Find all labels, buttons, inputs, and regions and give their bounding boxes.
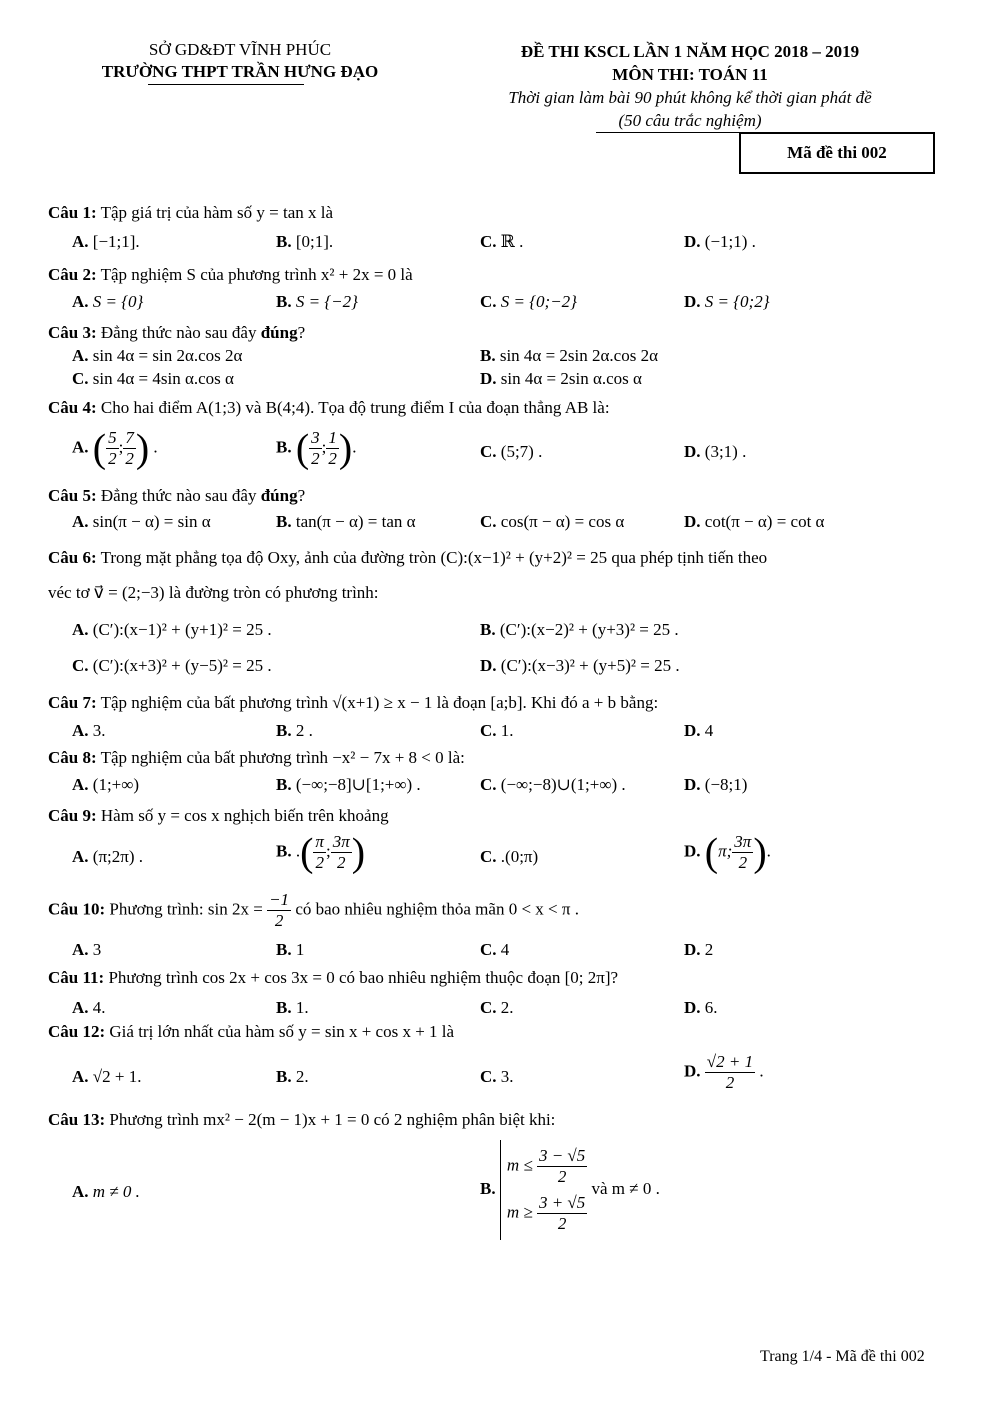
question-10: Câu 10: Phương trình: sin 2x = $\frac{-1}{2}$ có bao nhiêu nghiệm thỏa mãn 0 < x < π . <box>48 890 579 930</box>
q9-option-c: C. .(0;π) <box>480 847 539 866</box>
q7-option-c: C. 1. <box>480 721 514 740</box>
q3-option-c: C. sin 4α = 4sin α.cos α <box>72 369 234 388</box>
exam-title: ĐỀ THI KSCL LẦN 1 NĂM HỌC 2018 – 2019 <box>520 42 860 61</box>
q4-option-b: B. ( $\frac{3}{2}$ ; $\frac{1}{2}$ ). <box>276 425 357 471</box>
q5-option-b: B. tan(π − α) = tan α <box>276 512 416 531</box>
exam-code: Mã đề thi 002 <box>787 143 887 162</box>
q5-option-d: D. cot(π − α) = cot α <box>684 512 825 531</box>
q4-option-c: C. (5;7) . <box>480 442 543 461</box>
q9-option-d: D. (π; $\frac{3\pi}{2}$ ). <box>684 829 771 875</box>
q6-option-d: D. (C′):(x−3)² + (y+5)² = 25 . <box>480 656 680 675</box>
question-text: Tập giá trị của hàm số y = tan x là <box>100 203 334 222</box>
q12-option-c: C. 3. <box>480 1067 514 1086</box>
page-footer: Trang 1/4 - Mã đề thi 002 <box>760 1348 925 1365</box>
q8-option-b: B. (−∞;−8]∪[1;+∞) . <box>276 775 421 794</box>
q10-option-c: C. 4 <box>480 940 510 959</box>
q2-option-d: D. S = {0;2} <box>684 292 770 311</box>
q11-option-a: A. 4. <box>72 998 106 1017</box>
q12-option-d: D. $\frac{√2 + 1}{2}$ . <box>684 1052 764 1092</box>
q2-option-b: B. S = {−2} <box>276 292 358 311</box>
q11-option-b: B. 1. <box>276 998 309 1017</box>
q8-option-c: C. (−∞;−8)∪(1;+∞) . <box>480 775 626 794</box>
q2-option-c: C. S = {0;−2} <box>480 292 577 311</box>
q7-option-b: B. 2 . <box>276 721 313 740</box>
question-11: Câu 11: Phương trình cos 2x + cos 3x = 0 có bao nhiêu nghiệm thuộc đoạn [0; 2π]? <box>48 968 619 987</box>
q1-option-c: C. ℝ . <box>480 232 524 251</box>
q3-option-a: A. sin 4α = sin 2α.cos 2α <box>72 346 243 365</box>
q5-option-c: C. cos(π − α) = cos α <box>480 512 625 531</box>
exam-time-note: Thời gian làm bài 90 phút không kể thời gian phát đề <box>508 88 872 107</box>
q13-option-b: B. m ≤ $\frac{3 - √5}{2}$ m ≥ $\frac{3 + √5}{2}$ và m ≠ 0 . <box>480 1140 660 1240</box>
q9-option-a: A. (π;2π) . <box>72 847 143 866</box>
question-3: Câu 3: Đẳng thức nào sau đây đúng? <box>48 323 306 342</box>
q7-option-d: D. 4 <box>684 721 714 740</box>
question-2: Câu 2: Tập nghiệm S của phương trình x² + 2x = 0 là <box>48 265 413 284</box>
exam-subject: MÔN THI: TOÁN 11 <box>612 65 768 84</box>
question-8: Câu 8: Tập nghiệm của bất phương trình −x² − 7x + 8 < 0 là: <box>48 748 465 767</box>
q6-option-b: B. (C′):(x−2)² + (y+3)² = 25 . <box>480 620 679 639</box>
question-6-line-2: véc tơ v⃗ = (2;−3) là đường tròn có phương trình: <box>48 583 379 602</box>
q9-option-b: B. .( $\frac{\pi}{2}$ ; $\frac{3\pi}{2}$ ) <box>276 829 366 875</box>
question-4: Câu 4: Cho hai điểm A(1;3) và B(4;4). Tọa độ trung điểm I của đoạn thẳng AB là: <box>48 398 610 417</box>
q11-option-d: D. 6. <box>684 998 718 1017</box>
question-13: Câu 13: Phương trình mx² − 2(m − 1)x + 1 = 0 có 2 nghiệm phân biệt khi: <box>48 1110 556 1129</box>
q1-option-a: A. [−1;1]. <box>72 232 140 251</box>
department-name: SỞ GD&ĐT VĨNH PHÚC <box>148 40 332 59</box>
question-7: Câu 7: Tập nghiệm của bất phương trình √(x+1) ≥ x − 1 là đoạn [a;b]. Khi đó a + b bằng: <box>48 693 659 712</box>
q10-option-a: A. 3 <box>72 940 102 959</box>
question-6: Câu 6: Trong mặt phẳng tọa độ Oxy, ảnh của đường tròn (C):(x−1)² + (y+2)² = 25 qua phép tịnh tiến theo <box>48 548 768 567</box>
q3-option-b: B. sin 4α = 2sin 2α.cos 2α <box>480 346 658 365</box>
exam-count-note: (50 câu trắc nghiệm) <box>618 111 762 130</box>
q12-option-a: A. √2 + 1. <box>72 1067 142 1086</box>
q6-option-a: A. (C′):(x−1)² + (y+1)² = 25 . <box>72 620 272 639</box>
q8-option-a: A. (1;+∞) <box>72 775 140 794</box>
q1-option-d: D. (−1;1) . <box>684 232 756 251</box>
q8-option-d: D. (−8;1) <box>684 775 748 794</box>
q12-option-b: B. 2. <box>276 1067 309 1086</box>
question-5: Câu 5: Đẳng thức nào sau đây đúng? <box>48 486 306 505</box>
q2-option-a: A. S = {0} <box>72 292 144 311</box>
q5-option-a: A. sin(π − α) = sin α <box>72 512 211 531</box>
q7-option-a: A. 3. <box>72 721 106 740</box>
question-12: Câu 12: Giá trị lớn nhất của hàm số y = sin x + cos x + 1 là <box>48 1022 455 1041</box>
q6-option-c: C. (C′):(x+3)² + (y−5)² = 25 . <box>72 656 272 675</box>
question-number: Câu 1: <box>48 203 97 222</box>
q10-option-d: D. 2 <box>684 940 714 959</box>
school-name: TRƯỜNG THPT TRẦN HƯNG ĐẠO <box>101 62 379 81</box>
school-underline <box>148 84 304 85</box>
q4-option-d: D. (3;1) . <box>684 442 747 461</box>
q1-option-b: B. [0;1]. <box>276 232 334 251</box>
q10-option-b: B. 1 <box>276 940 305 959</box>
question-1 <box>48 203 333 223</box>
q3-option-d: D. sin 4α = 2sin α.cos α <box>480 369 642 388</box>
q13-option-a: A. m ≠ 0 . <box>72 1182 140 1201</box>
count-underline <box>596 132 746 133</box>
exam-code-box <box>739 132 935 174</box>
q11-option-c: C. 2. <box>480 998 514 1017</box>
q4-option-a: A. ( $\frac{5}{2}$ ; $\frac{7}{2}$ ) . <box>72 425 158 471</box>
question-9: Câu 9: Hàm số y = cos x nghịch biến trên khoảng <box>48 806 389 825</box>
